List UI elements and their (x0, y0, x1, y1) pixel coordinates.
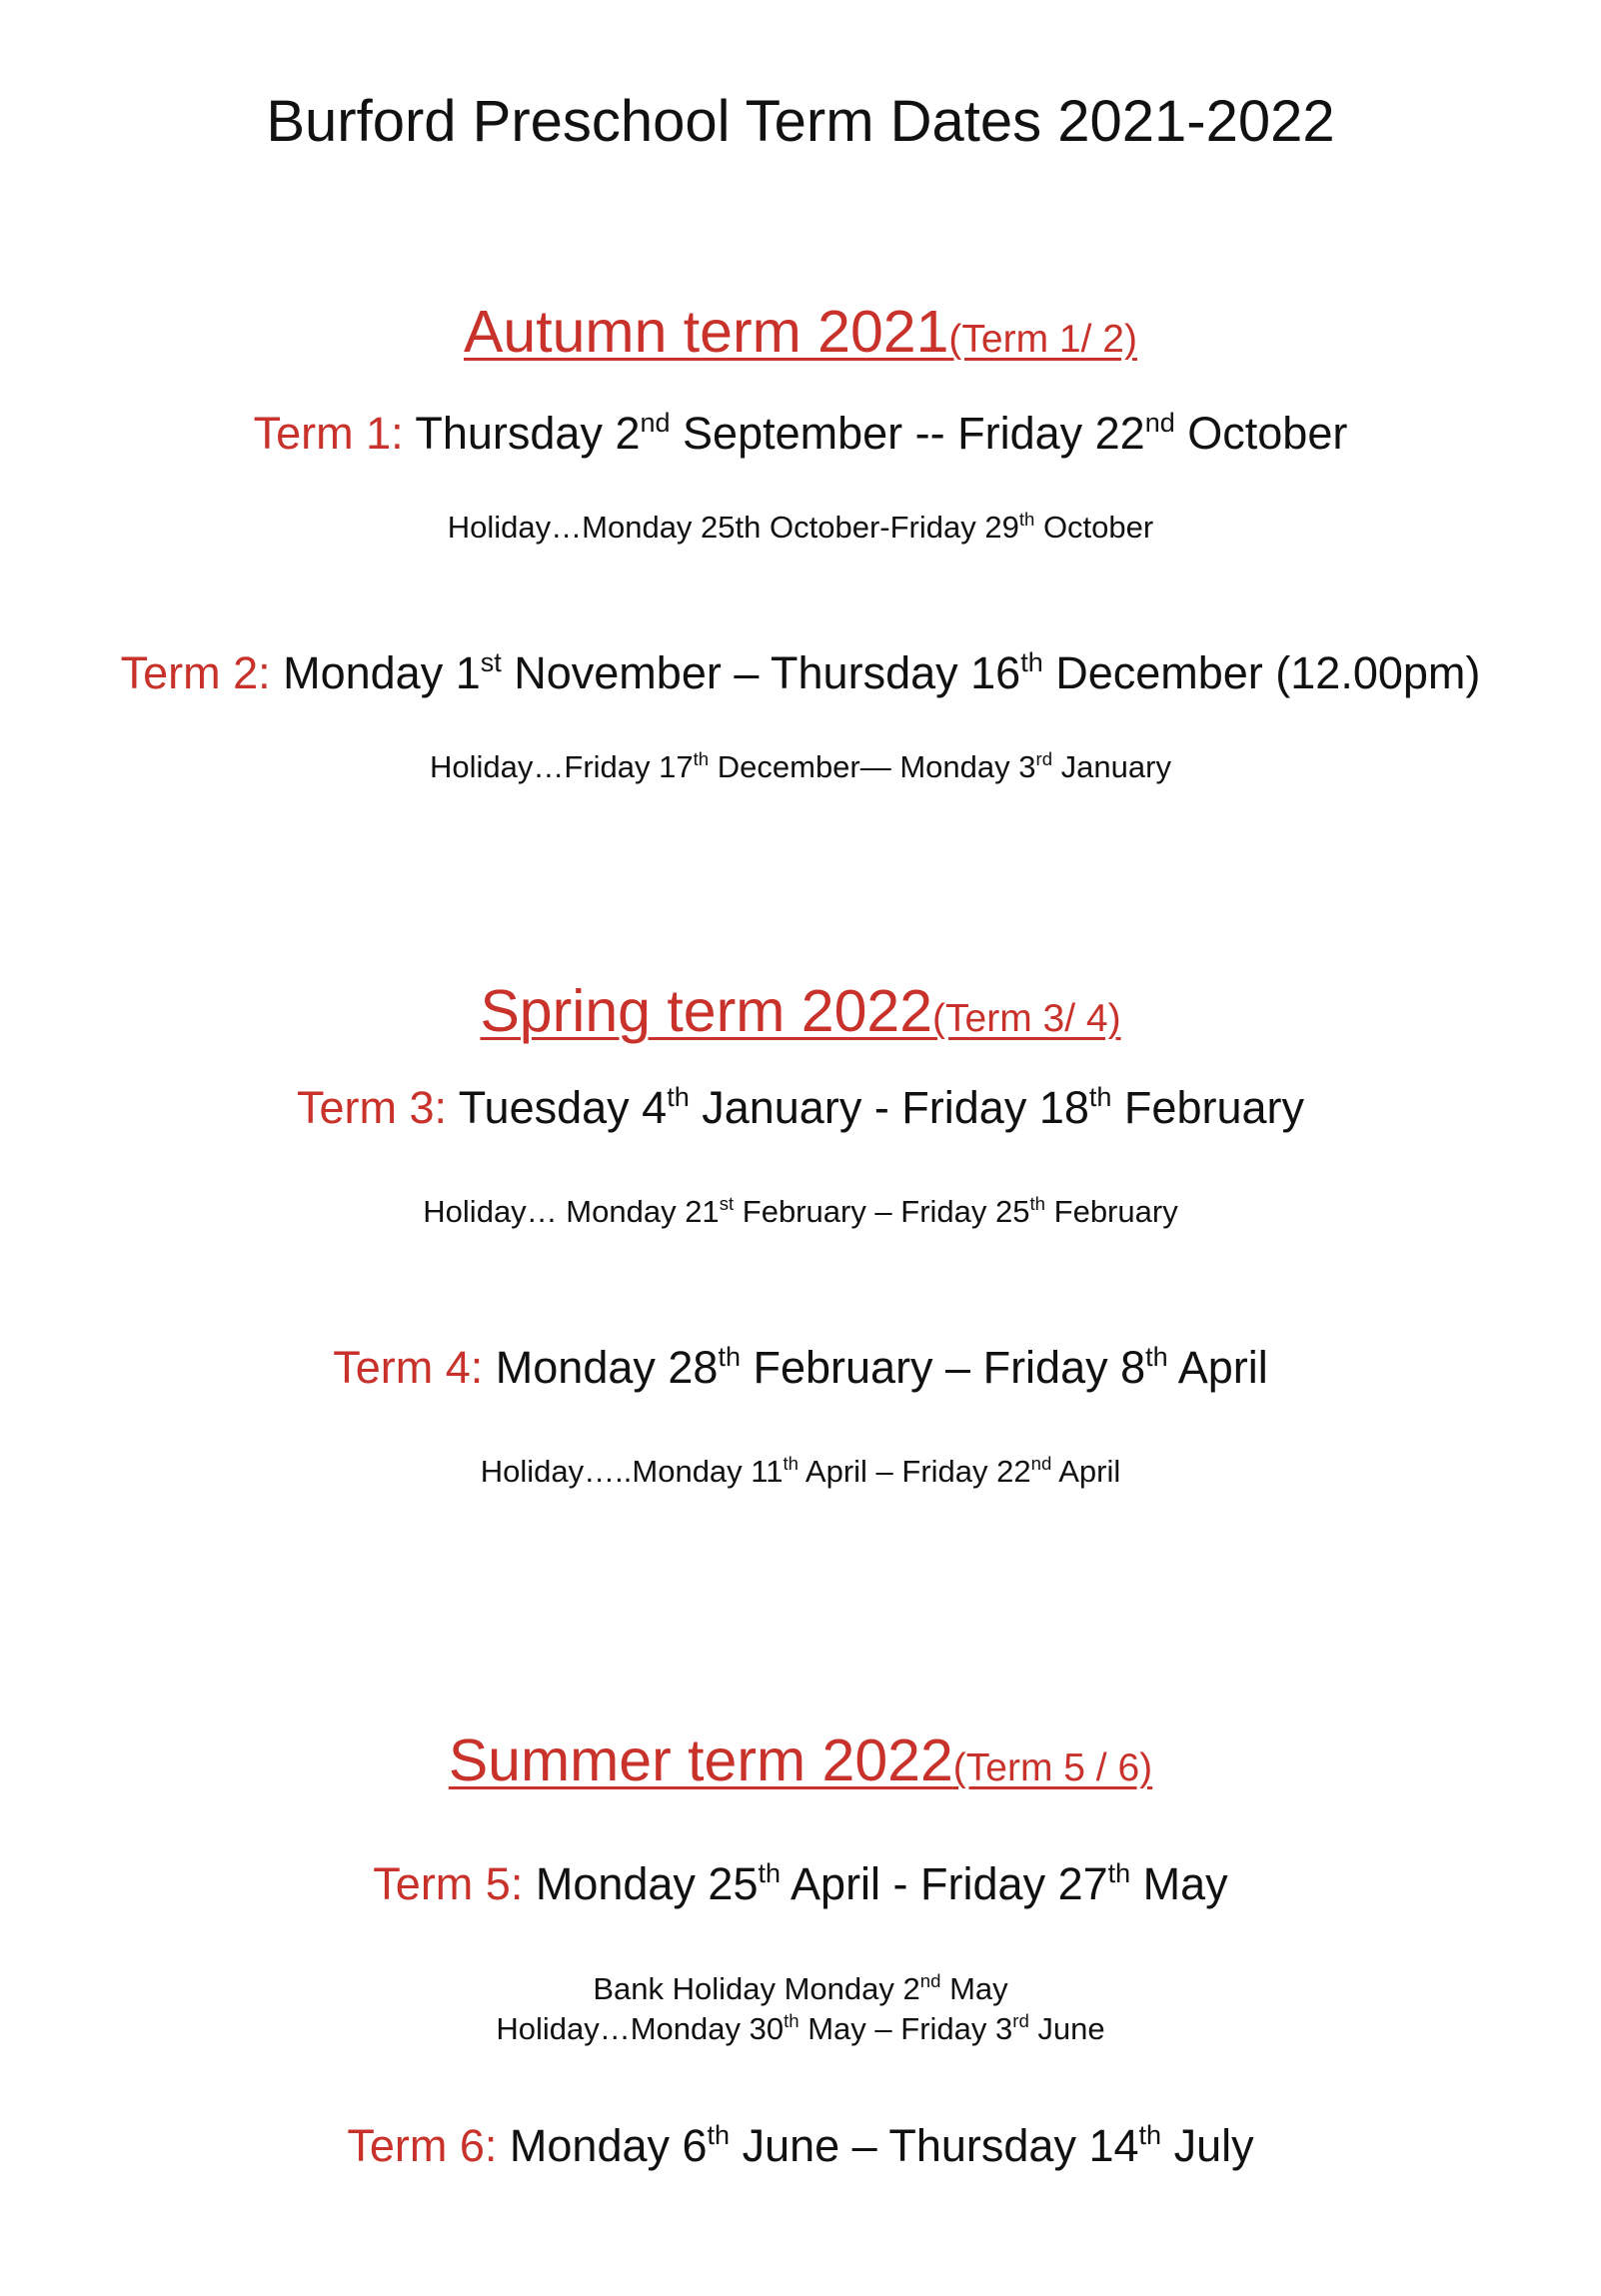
section-heading-autumn (0, 298, 1601, 366)
term-label: Term 1: (253, 408, 404, 459)
section-heading-text: Spring term 2022(Term 3/ 4) (480, 978, 1121, 1044)
term-line-2: Term 2: Monday 1st November – Thursday 16th December (12.00pm) (120, 647, 1481, 698)
section-heading-text: Autumn term 2021(Term 1/ 2) (464, 299, 1137, 365)
term-label: Term 3: (297, 1082, 448, 1133)
term-line-1: Term 1: Thursday 2nd September -- Friday 22nd October (253, 408, 1348, 459)
holiday-line-5b: Holiday…Monday 30th May – Friday 3rd June (496, 2010, 1105, 2046)
term-line-3: Term 3: Tuesday 4th January - Friday 18th February (297, 1082, 1304, 1133)
section-heading-spring (0, 977, 1601, 1045)
holiday-line-5a: Bank Holiday Monday 2nd May (593, 1970, 1008, 2006)
term-line-4: Term 4: Monday 28th February – Friday 8th April (333, 1342, 1268, 1393)
section-heading-text: Summer term 2022(Term 5 / 6) (448, 1727, 1153, 1793)
term-label: Term 2: (120, 647, 271, 698)
term-label: Term 4: (333, 1342, 484, 1393)
holiday-line-4: Holiday…..Monday 11th April – Friday 22nd April (480, 1453, 1121, 1489)
term-label: Term 5: (373, 1858, 524, 1909)
holiday-line-1: Holiday…Monday 25th October-Friday 29th October (447, 509, 1154, 545)
term-line-5: Term 5: Monday 25th April - Friday 27th May (373, 1858, 1228, 1909)
holiday-line-2: Holiday…Friday 17th December— Monday 3rd January (430, 748, 1171, 784)
holiday-line-3: Holiday… Monday 21st February – Friday 25th February (423, 1193, 1178, 1229)
section-heading-summer (0, 1726, 1601, 1794)
page-title: Burford Preschool Term Dates 2021-2022 (266, 89, 1335, 154)
term-line-6: Term 6: Monday 6th June – Thursday 14th July (347, 2120, 1254, 2171)
term-label: Term 6: (347, 2120, 498, 2171)
